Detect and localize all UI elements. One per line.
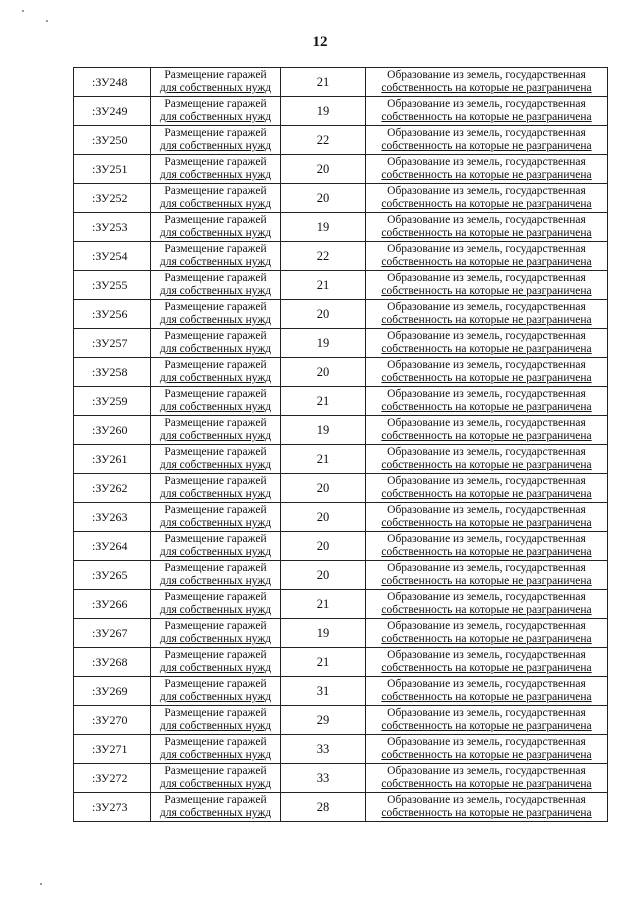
formation-method-line: Образование из земель, государственная: [387, 504, 586, 516]
table-row: [74, 648, 608, 677]
table-row: [74, 503, 608, 532]
permitted-use-line: Размещение гаражей: [164, 417, 267, 429]
plot-code-cell: :ЗУ250: [74, 126, 151, 155]
permitted-use-line: для собственных нужд: [159, 459, 272, 471]
formation-method-cell: [366, 474, 608, 503]
plot-code-cell: :ЗУ249: [74, 97, 151, 126]
area-cell: 22: [281, 126, 366, 155]
plot-code-cell: :ЗУ268: [74, 648, 151, 677]
permitted-use-line: Размещение гаражей: [164, 359, 267, 371]
permitted-use-line: Размещение гаражей: [164, 765, 267, 777]
permitted-use-cell: [151, 213, 281, 242]
formation-method-line: Образование из земель, государственная: [387, 330, 586, 342]
permitted-use-line: Размещение гаражей: [164, 562, 267, 574]
table-row: [74, 416, 608, 445]
permitted-use-line: Размещение гаражей: [164, 446, 267, 458]
plot-code-cell: :ЗУ272: [74, 764, 151, 793]
formation-method-line: собственность на которые не разграничена: [381, 546, 592, 558]
table-row: [74, 532, 608, 561]
permitted-use-line: для собственных нужд: [159, 372, 272, 384]
page-number: 12: [312, 34, 328, 50]
table-row: [74, 300, 608, 329]
plot-code-cell: :ЗУ267: [74, 619, 151, 648]
area-cell: 21: [281, 68, 366, 97]
table-row: [74, 793, 608, 822]
formation-method-line: собственность на которые не разграничена: [381, 633, 592, 645]
formation-method-line: собственность на которые не разграничена: [381, 749, 592, 761]
formation-method-cell: [366, 300, 608, 329]
formation-method-line: собственность на которые не разграничена: [381, 575, 592, 587]
plot-code-cell: :ЗУ252: [74, 184, 151, 213]
area-cell: 31: [281, 677, 366, 706]
permitted-use-line: для собственных нужд: [159, 82, 272, 94]
area-cell: 20: [281, 503, 366, 532]
formation-method-line: Образование из земель, государственная: [387, 620, 586, 632]
formation-method-cell: [366, 764, 608, 793]
area-cell: 19: [281, 329, 366, 358]
area-cell: 33: [281, 735, 366, 764]
permitted-use-cell: [151, 619, 281, 648]
plot-code-cell: :ЗУ265: [74, 561, 151, 590]
formation-method-cell: [366, 184, 608, 213]
plot-code-cell: :ЗУ270: [74, 706, 151, 735]
area-cell: 19: [281, 213, 366, 242]
table-row: [74, 271, 608, 300]
plot-code-cell: :ЗУ273: [74, 793, 151, 822]
area-cell: 19: [281, 416, 366, 445]
permitted-use-cell: [151, 271, 281, 300]
plot-code-cell: :ЗУ248: [74, 68, 151, 97]
table-row: [74, 68, 608, 97]
formation-method-line: собственность на которые не разграничена: [381, 343, 592, 355]
formation-method-line: Образование из земель, государственная: [387, 301, 586, 313]
permitted-use-cell: [151, 184, 281, 213]
formation-method-line: Образование из земель, государственная: [387, 127, 586, 139]
formation-method-line: Образование из земель, государственная: [387, 591, 586, 603]
area-cell: 20: [281, 358, 366, 387]
permitted-use-line: Размещение гаражей: [164, 301, 267, 313]
permitted-use-line: Размещение гаражей: [164, 69, 267, 81]
permitted-use-cell: [151, 590, 281, 619]
permitted-use-line: для собственных нужд: [159, 401, 272, 413]
formation-method-cell: [366, 648, 608, 677]
formation-method-line: Образование из земель, государственная: [387, 69, 586, 81]
formation-method-cell: [366, 329, 608, 358]
permitted-use-line: для собственных нужд: [159, 662, 272, 674]
permitted-use-line: Размещение гаражей: [164, 388, 267, 400]
plot-code-cell: :ЗУ257: [74, 329, 151, 358]
formation-method-line: Образование из земель, государственная: [387, 156, 586, 168]
permitted-use-cell: [151, 735, 281, 764]
formation-method-cell: [366, 155, 608, 184]
plot-code-cell: :ЗУ269: [74, 677, 151, 706]
plot-code-cell: :ЗУ253: [74, 213, 151, 242]
formation-method-cell: [366, 358, 608, 387]
permitted-use-line: для собственных нужд: [159, 169, 272, 181]
formation-method-cell: [366, 677, 608, 706]
permitted-use-line: для собственных нужд: [159, 430, 272, 442]
permitted-use-line: для собственных нужд: [159, 227, 272, 239]
formation-method-line: собственность на которые не разграничена: [381, 256, 592, 268]
formation-method-line: Образование из земель, государственная: [387, 359, 586, 371]
permitted-use-line: для собственных нужд: [159, 285, 272, 297]
plot-code-cell: :ЗУ266: [74, 590, 151, 619]
formation-method-line: Образование из земель, государственная: [387, 736, 586, 748]
plot-code-cell: :ЗУ271: [74, 735, 151, 764]
permitted-use-cell: [151, 126, 281, 155]
permitted-use-line: Размещение гаражей: [164, 736, 267, 748]
permitted-use-line: для собственных нужд: [159, 517, 272, 529]
permitted-use-line: Размещение гаражей: [164, 156, 267, 168]
permitted-use-line: для собственных нужд: [159, 633, 272, 645]
formation-method-line: собственность на которые не разграничена: [381, 604, 592, 616]
permitted-use-cell: [151, 242, 281, 271]
table-row: [74, 590, 608, 619]
formation-method-cell: [366, 242, 608, 271]
permitted-use-line: Размещение гаражей: [164, 214, 267, 226]
area-cell: 20: [281, 184, 366, 213]
formation-method-line: собственность на которые не разграничена: [381, 227, 592, 239]
area-cell: 21: [281, 271, 366, 300]
scan-speck: [22, 10, 24, 12]
table-row: [74, 358, 608, 387]
plot-code-cell: :ЗУ262: [74, 474, 151, 503]
area-cell: 21: [281, 445, 366, 474]
plot-code-cell: :ЗУ259: [74, 387, 151, 416]
permitted-use-line: Размещение гаражей: [164, 620, 267, 632]
plot-code-cell: :ЗУ255: [74, 271, 151, 300]
plot-code-cell: :ЗУ251: [74, 155, 151, 184]
area-cell: 21: [281, 648, 366, 677]
formation-method-cell: [366, 213, 608, 242]
permitted-use-line: Размещение гаражей: [164, 649, 267, 661]
permitted-use-line: Размещение гаражей: [164, 678, 267, 690]
formation-method-cell: [366, 68, 608, 97]
plot-code-cell: :ЗУ258: [74, 358, 151, 387]
formation-method-line: Образование из земель, государственная: [387, 243, 586, 255]
formation-method-line: Образование из земель, государственная: [387, 678, 586, 690]
area-cell: 19: [281, 619, 366, 648]
area-cell: 20: [281, 474, 366, 503]
permitted-use-cell: [151, 532, 281, 561]
permitted-use-line: для собственных нужд: [159, 343, 272, 355]
permitted-use-line: для собственных нужд: [159, 575, 272, 587]
formation-method-cell: [366, 126, 608, 155]
formation-method-line: Образование из земель, государственная: [387, 272, 586, 284]
permitted-use-line: для собственных нужд: [159, 720, 272, 732]
table-row: [74, 706, 608, 735]
formation-method-line: собственность на которые не разграничена: [381, 807, 592, 819]
formation-method-cell: [366, 416, 608, 445]
permitted-use-cell: [151, 793, 281, 822]
plot-code-cell: :ЗУ264: [74, 532, 151, 561]
table-row: [74, 619, 608, 648]
permitted-use-line: Размещение гаражей: [164, 330, 267, 342]
permitted-use-cell: [151, 764, 281, 793]
formation-method-line: собственность на которые не разграничена: [381, 401, 592, 413]
permitted-use-line: Размещение гаражей: [164, 504, 267, 516]
permitted-use-line: для собственных нужд: [159, 140, 272, 152]
table-row: [74, 155, 608, 184]
formation-method-line: Образование из земель, государственная: [387, 562, 586, 574]
formation-method-cell: [366, 387, 608, 416]
permitted-use-line: Размещение гаражей: [164, 794, 267, 806]
formation-method-cell: [366, 532, 608, 561]
permitted-use-line: для собственных нужд: [159, 807, 272, 819]
formation-method-line: собственность на которые не разграничена: [381, 778, 592, 790]
permitted-use-line: для собственных нужд: [159, 488, 272, 500]
formation-method-cell: [366, 619, 608, 648]
table-row: [74, 184, 608, 213]
permitted-use-cell: [151, 474, 281, 503]
formation-method-line: Образование из земель, государственная: [387, 185, 586, 197]
land-plots-table: [73, 67, 608, 822]
permitted-use-line: для собственных нужд: [159, 604, 272, 616]
formation-method-line: собственность на которые не разграничена: [381, 662, 592, 674]
scan-speck: [40, 883, 42, 885]
formation-method-line: Образование из земель, государственная: [387, 98, 586, 110]
formation-method-line: Образование из земель, государственная: [387, 707, 586, 719]
plot-code-cell: :ЗУ260: [74, 416, 151, 445]
permitted-use-cell: [151, 329, 281, 358]
formation-method-line: собственность на которые не разграничена: [381, 459, 592, 471]
area-cell: 20: [281, 155, 366, 184]
area-cell: 20: [281, 532, 366, 561]
formation-method-cell: [366, 706, 608, 735]
table-row: [74, 126, 608, 155]
permitted-use-line: Размещение гаражей: [164, 475, 267, 487]
table-row: [74, 474, 608, 503]
permitted-use-line: Размещение гаражей: [164, 591, 267, 603]
permitted-use-line: для собственных нужд: [159, 111, 272, 123]
table-row: [74, 445, 608, 474]
permitted-use-line: для собственных нужд: [159, 778, 272, 790]
plot-code-cell: :ЗУ254: [74, 242, 151, 271]
formation-method-line: Образование из земель, государственная: [387, 446, 586, 458]
formation-method-cell: [366, 97, 608, 126]
formation-method-line: собственность на которые не разграничена: [381, 285, 592, 297]
permitted-use-line: для собственных нужд: [159, 691, 272, 703]
permitted-use-line: Размещение гаражей: [164, 272, 267, 284]
permitted-use-cell: [151, 445, 281, 474]
plot-code-cell: :ЗУ263: [74, 503, 151, 532]
permitted-use-line: для собственных нужд: [159, 314, 272, 326]
area-cell: 19: [281, 97, 366, 126]
area-cell: 29: [281, 706, 366, 735]
permitted-use-cell: [151, 387, 281, 416]
formation-method-cell: [366, 590, 608, 619]
table-row: [74, 387, 608, 416]
formation-method-cell: [366, 271, 608, 300]
formation-method-line: Образование из земель, государственная: [387, 475, 586, 487]
table-row: [74, 329, 608, 358]
plot-code-cell: :ЗУ256: [74, 300, 151, 329]
permitted-use-cell: [151, 503, 281, 532]
formation-method-line: собственность на которые не разграничена: [381, 691, 592, 703]
area-cell: 20: [281, 300, 366, 329]
formation-method-cell: [366, 503, 608, 532]
permitted-use-cell: [151, 648, 281, 677]
formation-method-line: собственность на которые не разграничена: [381, 517, 592, 529]
permitted-use-cell: [151, 358, 281, 387]
formation-method-line: Образование из земель, государственная: [387, 765, 586, 777]
permitted-use-cell: [151, 300, 281, 329]
permitted-use-line: Размещение гаражей: [164, 533, 267, 545]
area-cell: 20: [281, 561, 366, 590]
formation-method-line: собственность на которые не разграничена: [381, 82, 592, 94]
area-cell: 21: [281, 387, 366, 416]
permitted-use-cell: [151, 68, 281, 97]
formation-method-cell: [366, 735, 608, 764]
permitted-use-line: Размещение гаражей: [164, 185, 267, 197]
plot-code-cell: :ЗУ261: [74, 445, 151, 474]
formation-method-cell: [366, 793, 608, 822]
permitted-use-line: для собственных нужд: [159, 198, 272, 210]
formation-method-line: собственность на которые не разграничена: [381, 198, 592, 210]
formation-method-line: собственность на которые не разграничена: [381, 488, 592, 500]
permitted-use-cell: [151, 416, 281, 445]
permitted-use-line: Размещение гаражей: [164, 127, 267, 139]
permitted-use-cell: [151, 677, 281, 706]
formation-method-line: собственность на которые не разграничена: [381, 720, 592, 732]
area-cell: 22: [281, 242, 366, 271]
table-row: [74, 677, 608, 706]
permitted-use-cell: [151, 706, 281, 735]
formation-method-cell: [366, 561, 608, 590]
permitted-use-cell: [151, 97, 281, 126]
table-row: [74, 242, 608, 271]
formation-method-line: собственность на которые не разграничена: [381, 430, 592, 442]
formation-method-line: Образование из земель, государственная: [387, 649, 586, 661]
permitted-use-line: для собственных нужд: [159, 546, 272, 558]
permitted-use-line: для собственных нужд: [159, 256, 272, 268]
formation-method-line: собственность на которые не разграничена: [381, 314, 592, 326]
formation-method-line: собственность на которые не разграничена: [381, 372, 592, 384]
formation-method-line: собственность на которые не разграничена: [381, 169, 592, 181]
table-body: [74, 68, 608, 822]
area-cell: 33: [281, 764, 366, 793]
formation-method-line: Образование из земель, государственная: [387, 417, 586, 429]
formation-method-cell: [366, 445, 608, 474]
table-row: [74, 213, 608, 242]
table-row: [74, 735, 608, 764]
formation-method-line: Образование из земель, государственная: [387, 388, 586, 400]
formation-method-line: Образование из земель, государственная: [387, 214, 586, 226]
table-row: [74, 764, 608, 793]
permitted-use-cell: [151, 155, 281, 184]
scan-speck: [46, 20, 48, 22]
formation-method-line: собственность на которые не разграничена: [381, 140, 592, 152]
permitted-use-line: для собственных нужд: [159, 749, 272, 761]
area-cell: 21: [281, 590, 366, 619]
area-cell: 28: [281, 793, 366, 822]
formation-method-line: собственность на которые не разграничена: [381, 111, 592, 123]
table-row: [74, 561, 608, 590]
table-row: [74, 97, 608, 126]
permitted-use-line: Размещение гаражей: [164, 98, 267, 110]
formation-method-line: Образование из земель, государственная: [387, 794, 586, 806]
formation-method-line: Образование из земель, государственная: [387, 533, 586, 545]
permitted-use-line: Размещение гаражей: [164, 243, 267, 255]
permitted-use-line: Размещение гаражей: [164, 707, 267, 719]
permitted-use-cell: [151, 561, 281, 590]
